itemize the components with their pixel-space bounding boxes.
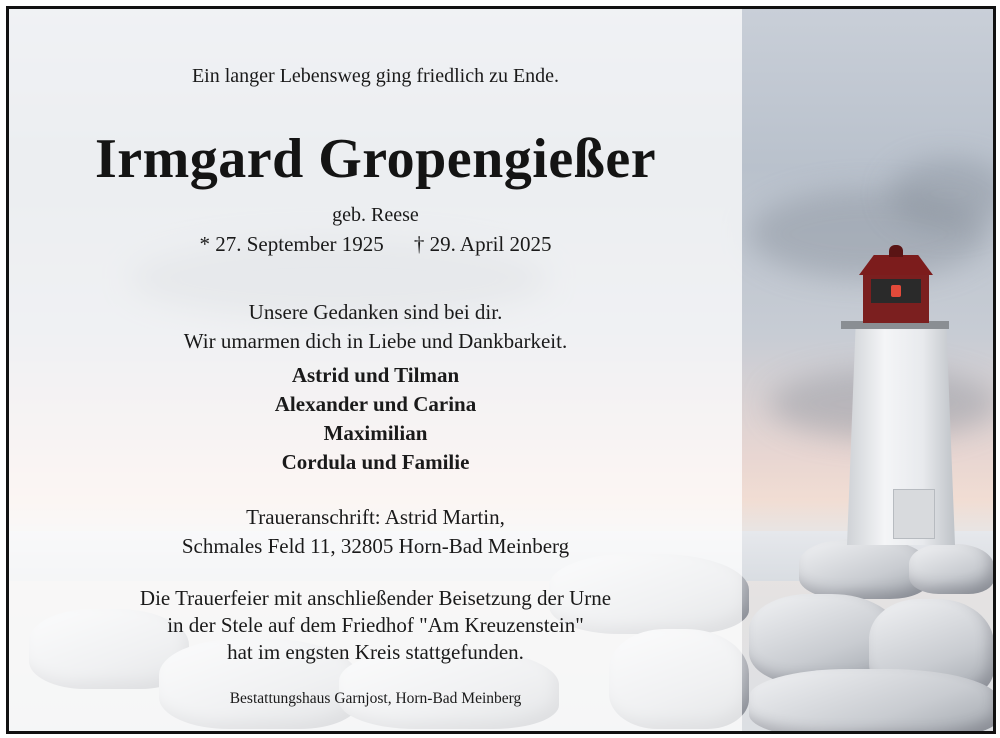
undertaker: Bestattungshaus Garnjost, Horn-Bad Meinberg bbox=[229, 690, 522, 707]
lighthouse-cap bbox=[889, 245, 903, 257]
family-member: Maximilian bbox=[323, 421, 428, 445]
lighthouse-door bbox=[893, 489, 935, 539]
ceremony-info bbox=[9, 585, 742, 666]
ceremony-line: Die Trauerfeier mit anschließender Beisetzung der Urne bbox=[139, 586, 612, 610]
condolence-message bbox=[9, 298, 742, 356]
death-date: † 29. April 2025 bbox=[413, 232, 552, 256]
rock bbox=[909, 544, 994, 594]
deceased-name: Irmgard Gropengießer bbox=[94, 128, 657, 190]
maiden-name: geb. Reese bbox=[332, 204, 419, 226]
address-line: Traueranschrift: Astrid Martin, bbox=[246, 505, 505, 529]
message-line: Unsere Gedanken sind bei dir. bbox=[248, 300, 503, 324]
address-line: Schmales Feld 11, 32805 Horn-Bad Meinberg bbox=[181, 534, 570, 558]
ceremony-line: in der Stele auf dem Friedhof "Am Kreuzenstein" bbox=[167, 613, 584, 637]
lighthouse-light bbox=[891, 285, 901, 297]
family-member: Cordula und Familie bbox=[281, 450, 470, 474]
obituary-notice bbox=[6, 6, 996, 734]
message-line: Wir umarmen dich in Liebe und Dankbarkeit. bbox=[183, 329, 568, 353]
family-member: Alexander und Carina bbox=[274, 392, 477, 416]
ceremony-line: hat im engsten Kreis stattgefunden. bbox=[227, 640, 524, 664]
family-names bbox=[9, 361, 742, 477]
intro-line: Ein langer Lebensweg ging friedlich zu Ende. bbox=[191, 65, 560, 87]
birth-date: * 27. September 1925 bbox=[199, 232, 384, 256]
family-member: Astrid und Tilman bbox=[291, 363, 460, 387]
mourning-address bbox=[9, 503, 742, 561]
rock bbox=[749, 669, 996, 734]
life-dates bbox=[9, 232, 742, 257]
